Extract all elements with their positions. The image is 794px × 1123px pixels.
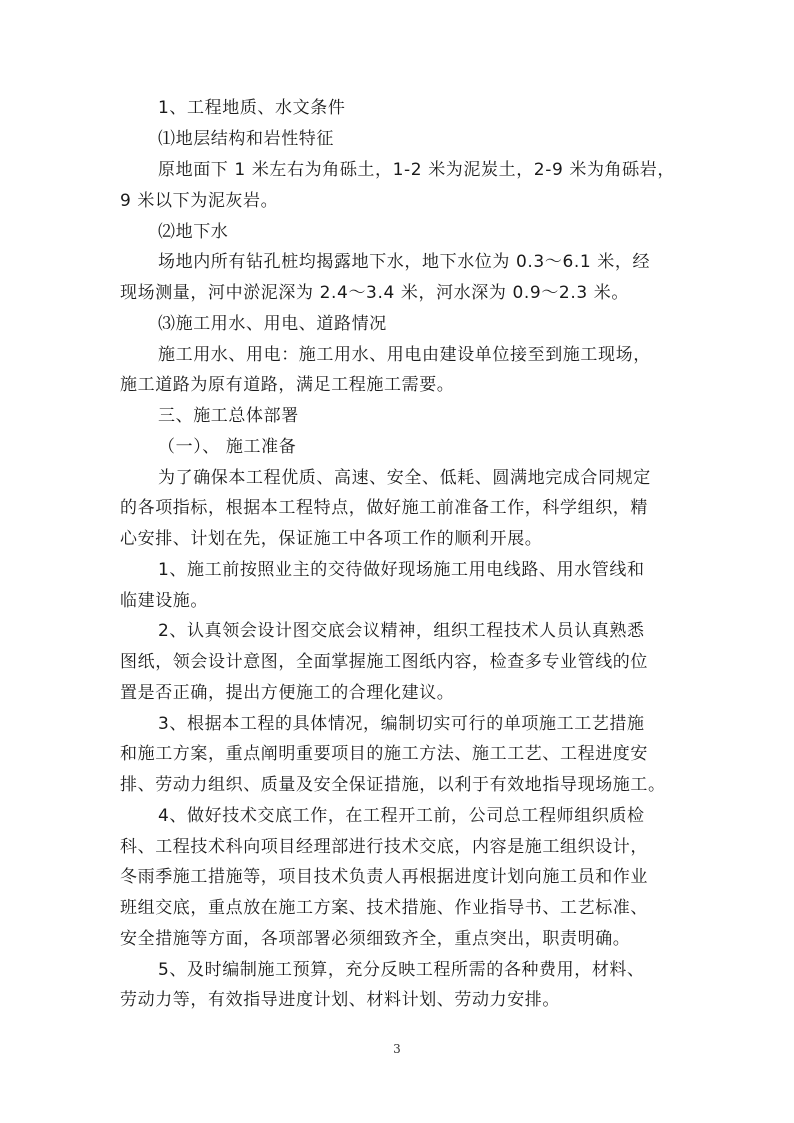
paragraph-line: 9 米以下为泥灰岩。 [120,191,279,211]
list-item-line: 置是否正确，提出方便施工的合理化建议。 [120,683,455,703]
subheading-utilities: ⑶施工用水、用电、道路情况 [158,314,387,334]
paragraph-line: 的各项指标，根据本工程特点，做好施工前准备工作，科学组织，精 [120,498,648,518]
paragraph-line: 场地内所有钻孔桩均揭露地下水，地下水位为 0.3～6.1 米，经 [158,252,651,272]
section-heading-deployment: 三、施工总体部署 [158,406,299,426]
list-item-line: 图纸，领会设计意图，全面掌握施工图纸内容，检查多专业管线的位 [120,652,648,672]
list-item-line: 临建设施。 [120,591,208,611]
list-item-line: 2、认真领会设计图交底会议精神，组织工程技术人员认真熟悉 [158,621,645,641]
page-number: 3 [393,1042,401,1056]
paragraph-line: 施工道路为原有道路，满足工程施工需要。 [120,375,455,395]
list-item-line: 和施工方案，重点阐明重要项目的施工方法、施工工艺、工程进度安 [120,744,648,764]
paragraph-line: 现场测量，河中淤泥深为 2.4～3.4 米，河水深为 0.9～2.3 米。 [120,283,629,303]
paragraph-line: 心安排、计划在先，保证施工中各项工作的顺利开展。 [120,529,543,549]
list-item-line: 科、工程技术科向项目经理部进行技术交底，内容是施工组织设计， [120,837,648,857]
subheading-groundwater: ⑵地下水 [158,222,229,242]
list-item-line: 1、施工前按照业主的交待做好现场施工用电线路、用水管线和 [158,560,645,580]
list-item-line: 5、及时编制施工预算，充分反映工程所需的各种费用，材料、 [158,960,645,980]
list-item-line: 3、根据本工程的具体情况，编制切实可行的单项施工工艺措施 [158,714,645,734]
subheading-preparation: （一）、 施工准备 [158,437,297,457]
subheading-strata: ⑴地层结构和岩性特征 [158,129,334,149]
paragraph-line: 施工用水、用电：施工用水、用电由建设单位接至到施工现场， [158,345,651,365]
list-item-line: 班组交底，重点放在施工方案、技术措施、作业指导书、工艺标准、 [120,898,648,918]
list-item-line: 安全措施等方面，各项部署必须细致齐全，重点突出，职责明确。 [120,929,631,949]
list-item-line: 排、劳动力组织、质量及安全保证措施，以利于有效地指导现场施工。 [120,775,666,795]
paragraph-line: 原地面下 1 米左右为角砾土，1-2 米为泥炭土，2-9 米为角砾岩， [158,160,675,180]
list-item-line: 劳动力等，有效指导进度计划、材料计划、劳动力安排。 [120,990,560,1010]
list-item-line: 冬雨季施工措施等，项目技术负责人再根据进度计划向施工员和作业 [120,867,648,887]
paragraph-line: 为了确保本工程优质、高速、安全、低耗、圆满地完成合同规定 [158,468,651,488]
list-item-line: 4、做好技术交底工作，在工程开工前，公司总工程师组织质检 [158,806,645,826]
section-heading-hydrogeology: 1、工程地质、水文条件 [158,98,346,118]
